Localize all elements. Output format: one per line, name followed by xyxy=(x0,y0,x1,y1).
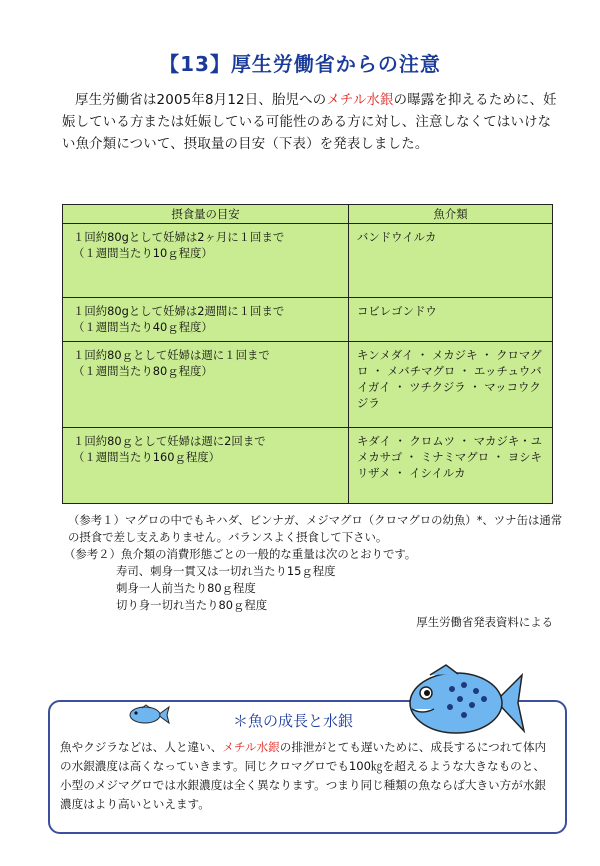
intro-text-after: の曝露を抑えるために、妊娠している方または妊娠している可能性のある方に対し、注意しなくてはいけない魚介類について、摂取量の目安（下表）を発表しました。 xyxy=(62,93,557,152)
source-citation: 厚生労働省発表資料による xyxy=(416,615,553,629)
intake-line: １回約80gとして妊婦は2ヶ月に１回まで xyxy=(73,230,285,244)
small-fish-icon xyxy=(128,704,170,726)
table-row xyxy=(63,428,553,504)
seafood-cell: コビレゴンドウ xyxy=(349,298,553,342)
box-text-after: の排泄がとても遅いために、成長するにつれて体内の水銀濃度は高くなっていきます。同じクロマグロでも100㎏を超えるような大きなものと、小型のメジマグロでは水銀濃度は全く異なります。つまり同じ種類の魚ならば大きい方が水銀濃度はより高いといえます。 xyxy=(60,740,547,811)
large-fish-illustration xyxy=(400,663,528,743)
box-text-before: 魚やクジラなどは、人と違い、 xyxy=(60,740,223,754)
intake-weekly: （１週間当たり40ｇ程度） xyxy=(73,320,213,334)
intake-line: １回約80ｇとして妊婦は週に１回まで xyxy=(73,348,270,362)
intro-paragraph xyxy=(62,90,562,156)
seafood-cell: キンメダイ ・ メカジキ ・ クロマグロ ・ メバチマグロ ・ エッチュウバイガイ ・ ツチクジラ ・ マッコウクジラ xyxy=(349,342,553,428)
intake-weekly: （１週間当たり80ｇ程度） xyxy=(73,364,213,378)
info-box-title: ＊魚の成長と水銀 xyxy=(233,712,354,730)
intake-weekly: （１週間当たり160ｇ程度） xyxy=(73,450,221,464)
intro-text-before: 厚生労働省は2005年8月12日、胎児への xyxy=(75,93,327,108)
header-intake: 摂食量の目安 xyxy=(63,205,349,224)
intake-line: １回約80ｇとして妊婦は週に2回まで xyxy=(73,434,266,448)
intake-weekly: （１週間当たり10ｇ程度） xyxy=(73,246,213,260)
seafood-cell: バンドウイルカ xyxy=(349,224,553,298)
header-seafood: 魚介類 xyxy=(349,205,553,224)
weight-item: 寿司、刺身一貫又は一切れ当たり15ｇ程度 xyxy=(116,564,336,578)
intake-cell xyxy=(63,224,349,298)
weight-item: 刺身一人前当たり80ｇ程度 xyxy=(116,581,256,595)
reference-note-2: （参考２）魚介類の消費形態ごとの一般的な重量は次のとおりです。 xyxy=(64,547,417,561)
table-row xyxy=(63,342,553,428)
table-row xyxy=(63,298,553,342)
seafood-cell: キダイ ・ クロムツ ・ マカジキ・ユメカサゴ ・ ミナミマグロ ・ ヨシキリザメ ・ イシイルカ xyxy=(349,428,553,504)
intro-highlight-methylmercury: メチル水銀 xyxy=(326,93,394,108)
reference-note-1: （参考１）マグロの中でもキハダ、ビンナガ、メジマグロ（クロマグロの幼魚）*、ツナ缶は通常の摂食で差し支えありません。バランスよく摂食して下さい。 xyxy=(68,513,563,544)
table-row xyxy=(63,224,553,298)
info-box-text xyxy=(60,738,555,814)
box-highlight-methylmercury: メチル水銀 xyxy=(222,740,280,754)
intake-cell xyxy=(63,342,349,428)
intake-line: １回約80gとして妊婦は2週間に１回まで xyxy=(73,304,285,318)
page-title: 【13】厚生労働省からの注意 xyxy=(159,52,441,76)
intake-cell xyxy=(63,428,349,504)
intake-guideline-table xyxy=(62,204,553,504)
reference-notes xyxy=(64,512,564,614)
intake-cell xyxy=(63,298,349,342)
weight-item: 切り身一切れ当たり80ｇ程度 xyxy=(116,598,268,612)
table-header-row xyxy=(63,205,553,224)
